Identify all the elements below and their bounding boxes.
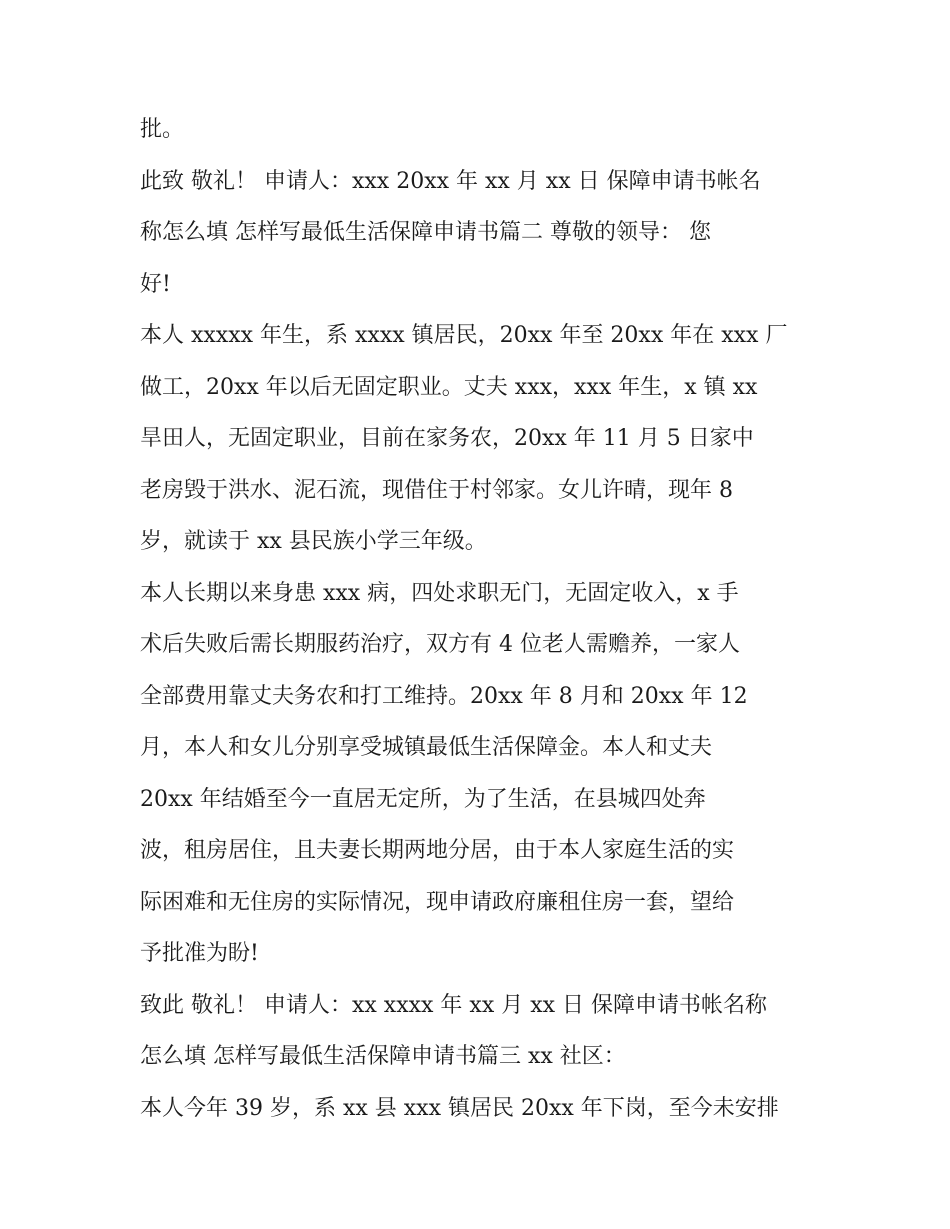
text-line: 怎么填 怎样写最低生活保障申请书篇三 xx 社区： [140, 1044, 626, 1069]
text-line: 予批准为盼! [140, 941, 259, 966]
text-line: 老房毁于洪水、泥石流，现借住于村邻家。女儿许晴，现年 8 [140, 477, 733, 503]
text-line: 好! [140, 271, 171, 297]
text-line: 致此 敬礼！ 申请人：xx xxxx 年 xx 月 xx 日 保障申请书帐名称 [140, 992, 768, 1018]
text-line: 做工，20xx 年以后无固定职业。丈夫 xxx，xxx 年生，x 镇 xx [140, 374, 758, 400]
text-line: 批。 [140, 117, 185, 142]
text-line: 本人长期以来身患 xxx 病，四处求职无门，无固定收入，x 手 [140, 580, 739, 606]
text-line: 全部费用靠丈夫务农和打工维持。20xx 年 8 月和 20xx 年 12 [140, 683, 748, 709]
text-line: 旱田人，无固定职业，目前在家务农，20xx 年 11 月 5 日家中 [140, 426, 754, 451]
text-line: 月，本人和女儿分别享受城镇最低生活保障金。本人和丈夫 [140, 735, 713, 760]
text-line: 此致 敬礼！ 申请人：xxx 20xx 年 xx 月 xx 日 保障申请书帐名 [140, 168, 761, 194]
text-line: 术后失败后需长期服药治疗，双方有 4 位老人需赡养，一家人 [140, 632, 740, 657]
document-body [140, 104, 820, 1134]
text-line: 波，租房居住，且夫妻长期两地分居，由于本人家庭生活的实 [140, 838, 735, 863]
text-line: 本人今年 39 岁，系 xx 县 xxx 镇居民 20xx 年下岗，至今未安排 [140, 1095, 779, 1121]
text-line: 称怎么填 怎样写最低生活保障申请书篇二 尊敬的领导： 您 [140, 220, 711, 245]
text-line: 20xx 年结婚至今一直居无定所，为了生活，在县城四处奔 [140, 786, 706, 812]
text-line: 本人 xxxxx 年生，系 xxxx 镇居民，20xx 年至 20xx 年在 xxx 厂 [140, 323, 788, 348]
text-line: 岁，就读于 xx 县民族小学三年级。 [140, 529, 487, 554]
text-line: 际困难和无住房的实际情况，现申请政府廉租住房一套，望给 [140, 889, 735, 915]
